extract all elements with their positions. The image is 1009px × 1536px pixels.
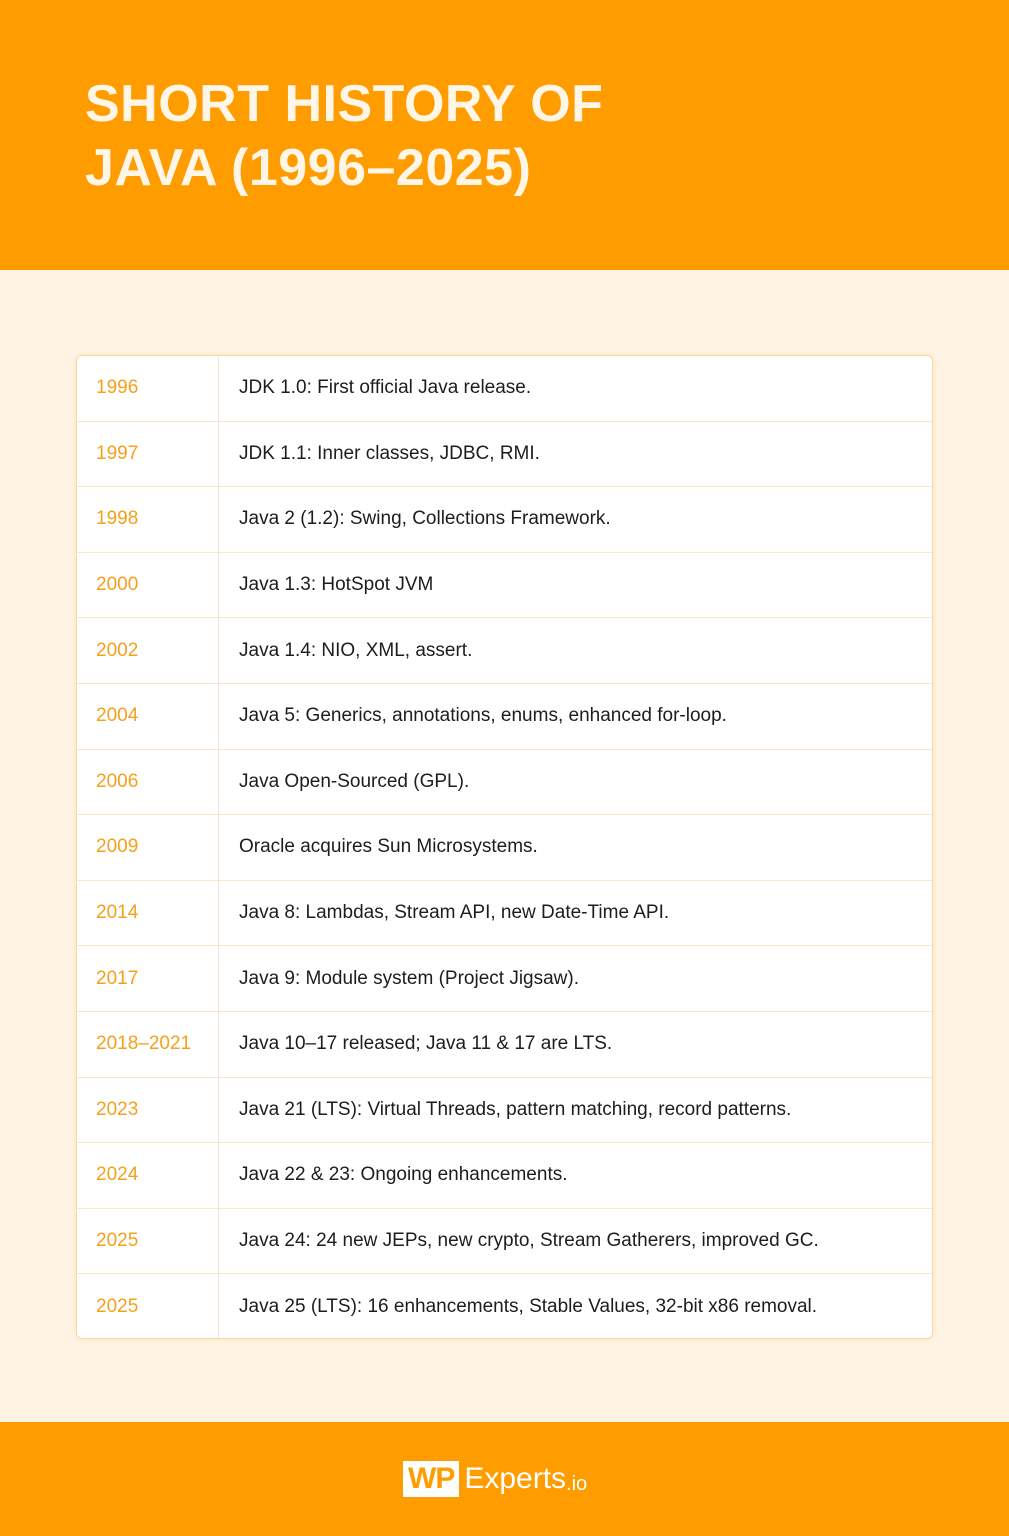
description-cell: JDK 1.0: First official Java release.	[239, 377, 532, 399]
year-cell: 1997	[77, 422, 219, 487]
history-table	[76, 355, 933, 1339]
table-row	[77, 1012, 932, 1078]
header-banner	[0, 0, 1009, 270]
year-cell: 2006	[77, 750, 219, 815]
description-cell: Java 1.4: NIO, XML, assert.	[239, 639, 473, 661]
description-cell: JDK 1.1: Inner classes, JDBC, RMI.	[239, 442, 540, 464]
table-row	[77, 881, 932, 947]
year-cell: 2002	[77, 618, 219, 683]
description-cell: Java 24: 24 new JEPs, new crypto, Stream Gatherers, improved GC.	[239, 1230, 819, 1252]
description-cell: Java 22 & 23: Ongoing enhancements.	[239, 1164, 568, 1186]
year-cell: 2024	[77, 1143, 219, 1208]
year-cell: 2018–2021	[77, 1012, 219, 1077]
description-cell: Java 9: Module system (Project Jigsaw).	[239, 967, 580, 989]
year-cell: 1996	[77, 356, 219, 421]
year-cell: 2023	[77, 1078, 219, 1143]
description-cell: Java 1.3: HotSpot JVM	[239, 574, 434, 596]
table-row	[77, 1143, 932, 1209]
table-row	[77, 422, 932, 488]
table-row	[77, 487, 932, 553]
description-cell: Java Open-Sourced (GPL).	[239, 770, 470, 792]
year-cell: 2014	[77, 881, 219, 946]
logo-io: .io	[566, 1472, 588, 1495]
logo-experts: Experts	[464, 1462, 567, 1495]
table-row	[77, 618, 932, 684]
description-cell: Oracle acquires Sun Microsystems.	[239, 836, 538, 858]
year-cell: 2000	[77, 553, 219, 618]
description-cell: Java 21 (LTS): Virtual Threads, pattern matching, record patterns.	[239, 1098, 792, 1120]
table-row	[77, 1274, 932, 1339]
year-cell: 2025	[77, 1209, 219, 1274]
description-cell: Java 2 (1.2): Swing, Collections Framework.	[239, 508, 611, 530]
table-row	[77, 750, 932, 816]
table-row	[77, 356, 932, 422]
description-cell: Java 5: Generics, annotations, enums, enhanced for-loop.	[239, 705, 727, 727]
title-line-1: SHORT HISTORY OF	[85, 75, 604, 133]
wpexperts-logo[interactable]	[403, 1461, 587, 1497]
logo-wp: WP	[403, 1461, 459, 1497]
title-line-2: JAVA (1996–2025)	[85, 139, 532, 197]
year-cell: 2017	[77, 946, 219, 1011]
table-row	[77, 553, 932, 619]
description-cell: Java 10–17 released; Java 11 & 17 are LTS.	[239, 1033, 613, 1055]
year-cell: 1998	[77, 487, 219, 552]
table-row	[77, 1209, 932, 1275]
year-cell: 2025	[77, 1274, 219, 1339]
table-row	[77, 946, 932, 1012]
table-row	[77, 815, 932, 881]
table-row	[77, 1078, 932, 1144]
year-cell: 2004	[77, 684, 219, 749]
description-cell: Java 8: Lambdas, Stream API, new Date-Time API.	[239, 902, 670, 924]
table-row	[77, 684, 932, 750]
year-cell: 2009	[77, 815, 219, 880]
description-cell: Java 25 (LTS): 16 enhancements, Stable Values, 32-bit x86 removal.	[239, 1296, 818, 1318]
page-title	[85, 72, 603, 200]
